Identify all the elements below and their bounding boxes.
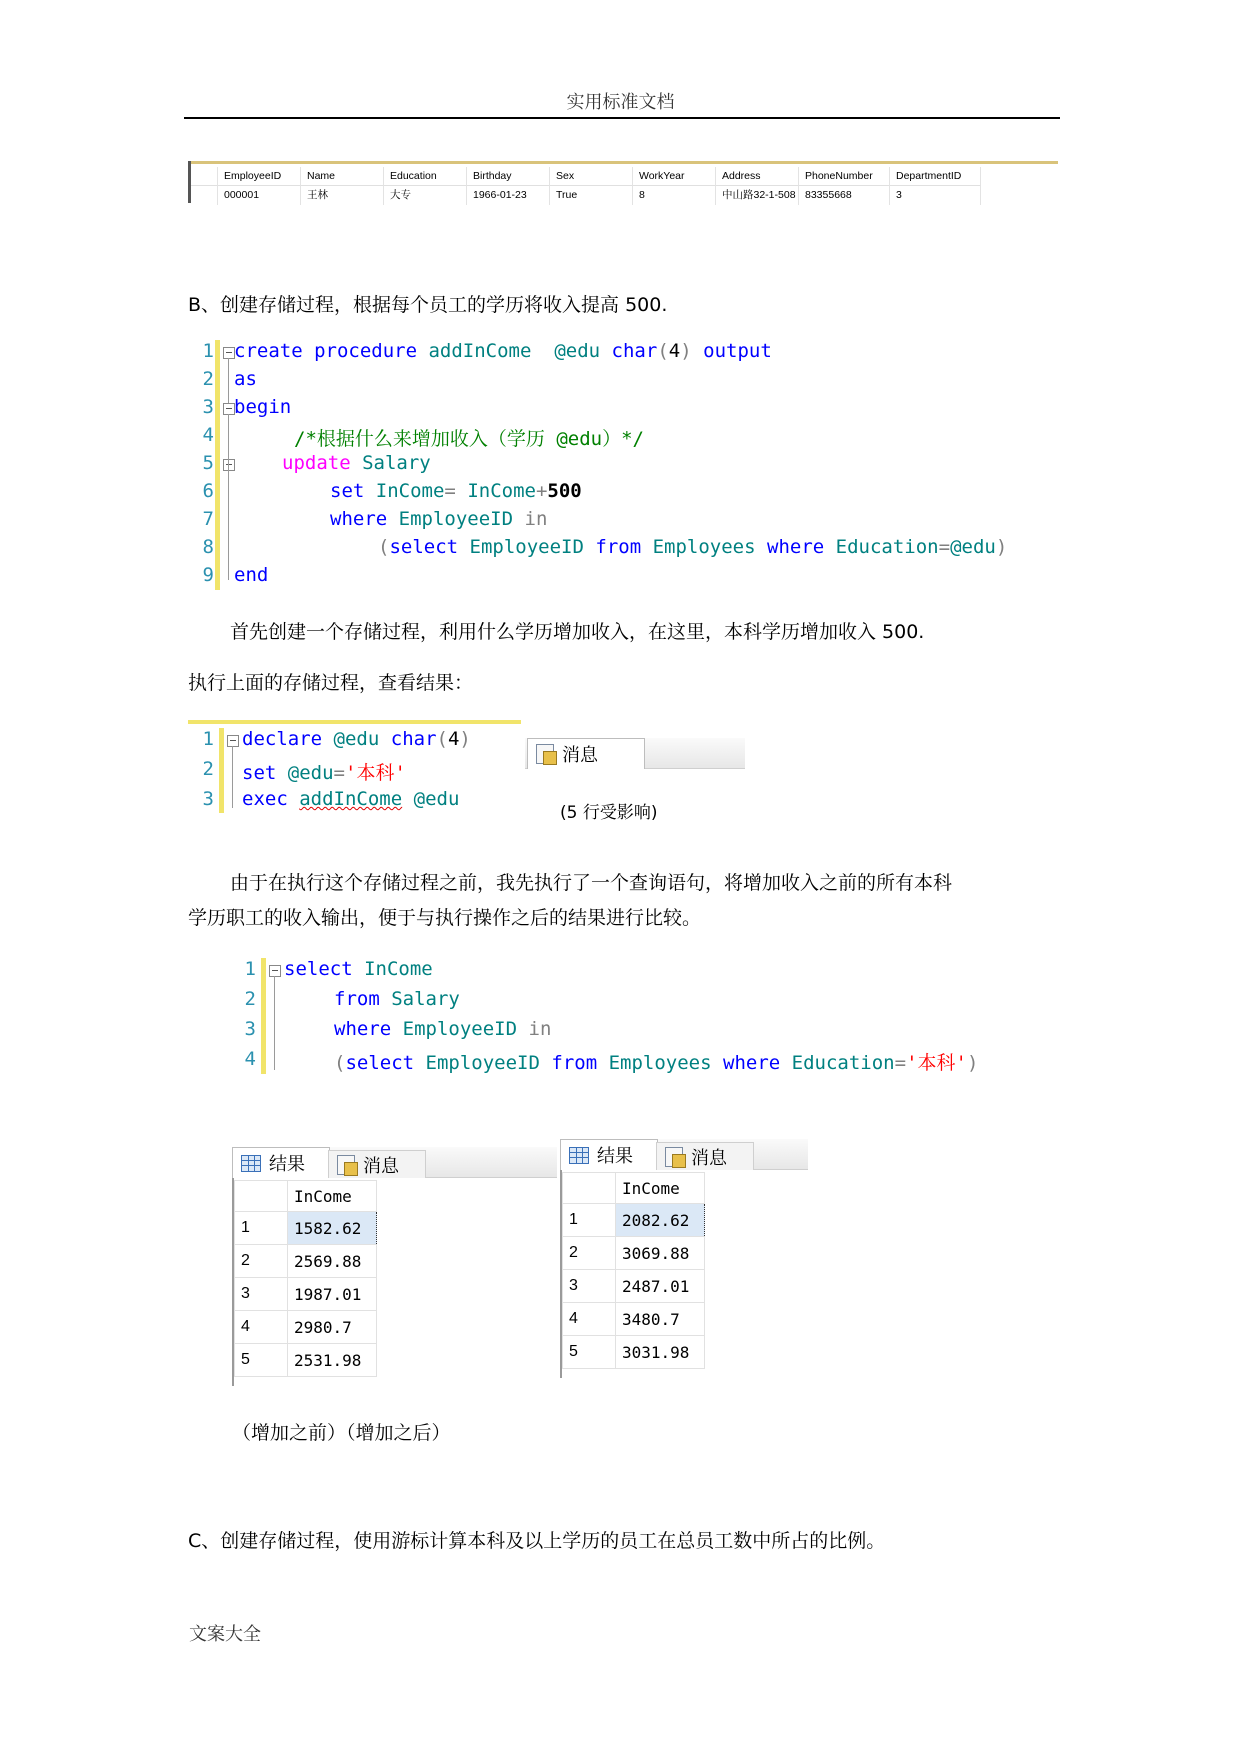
employee-table-row[interactable] [191,186,981,205]
code-keyword: from [551,1052,598,1074]
fold-collapse-icon[interactable] [269,965,281,977]
code-operator: + [535,480,548,502]
code-line-1 [242,728,471,750]
line-number: 1 [244,958,256,980]
row-header-corner [235,1181,288,1212]
tab-label: 结果 [597,1146,633,1167]
tab-results[interactable] [560,1139,658,1170]
messages-tab-bar [525,738,745,769]
tab-label: 结果 [269,1154,305,1175]
line-number: 2 [202,368,214,390]
line-number: 4 [202,424,214,446]
fold-guide-line [232,746,233,808]
code-operator: = [444,480,456,502]
employee-col-header[interactable]: Address [716,167,799,186]
employee-cell[interactable]: 83355668 [799,186,890,205]
table-row[interactable] [563,1237,705,1270]
row-number: 2 [563,1237,616,1270]
tab-messages[interactable] [328,1150,426,1178]
row-number: 1 [563,1204,616,1237]
tab-messages[interactable] [527,738,645,769]
income-cell[interactable]: 2569.88 [288,1245,377,1278]
paragraph-comparison-line2: 学历职工的收入输出，便于与执行操作之后的结果进行比较。 [188,907,702,929]
code-identifier: Employees [652,536,756,558]
code-keyword: select [284,958,353,980]
code-keyword: where [723,1052,781,1074]
code-parameter: @edu [413,788,460,810]
employee-table-header-row [191,167,981,186]
row-number: 3 [563,1270,616,1303]
code-keyword: char [611,340,658,362]
code-identifier: EmployeeID [402,1018,518,1040]
results-grid-icon [569,1147,589,1164]
code-line-5 [282,452,431,474]
results-before-grid [234,1180,377,1377]
code-line-3: begin [234,396,292,418]
code-operator: in [528,1018,552,1040]
header-rule [184,117,1060,119]
code-keyword: where [334,1018,392,1040]
line-number: 9 [202,564,214,586]
code-identifier: EmployeeID [469,536,584,558]
code-line-1 [284,958,433,980]
row-number: 4 [235,1311,288,1344]
code-editor-select [232,958,1062,1078]
code-line-2: as [234,368,257,390]
income-cell[interactable]: 2531.98 [288,1344,377,1377]
row-number: 1 [235,1212,288,1245]
employee-col-header[interactable]: Education [384,167,467,186]
code-identifier: InCome [375,480,445,502]
code-number: 4 [447,728,460,750]
code-keyword: create procedure [234,340,418,362]
rows-affected-message: (5 行受影响) [560,803,658,823]
code-keyword: char [390,728,437,750]
code-line-3 [242,788,459,810]
line-number: 4 [244,1048,256,1070]
employee-cell[interactable]: 王林 [301,186,384,205]
code-keyword: exec [242,788,288,810]
table-row[interactable] [563,1303,705,1336]
section-b-title: B、创建存储过程，根据每个员工的学历将收入提高 500. [188,294,668,316]
code-identifier: EmployeeID [425,1052,540,1074]
code-identifier: Employees [608,1052,712,1074]
code-operator: ( [436,728,448,750]
change-indicator-bar [215,340,220,590]
code-keyword: declare [242,728,323,750]
code-operator: = [333,762,345,784]
results-grid-icon [241,1155,261,1172]
page-header-title: 实用标准文档 [566,92,675,113]
tab-messages[interactable] [656,1142,754,1170]
line-number: 2 [244,988,256,1010]
paragraph-execute: 执行上面的存储过程，查看结果： [188,672,474,694]
code-operator: ) [995,536,1008,558]
line-number: 3 [202,396,214,418]
code-number: 500 [547,480,582,502]
code-line-3 [334,1018,551,1040]
line-number: 1 [202,340,214,362]
code-string: '本科' [345,762,406,784]
code-identifier: Education [835,536,939,558]
results-after-tab-bar [560,1139,808,1170]
code-operator: ( [657,340,669,362]
income-cell[interactable]: 3480.7 [616,1303,705,1336]
table-row[interactable] [563,1204,705,1237]
employee-cell[interactable]: 大专 [384,186,467,205]
tab-label: 消息 [363,1155,399,1177]
table-row[interactable] [563,1270,705,1303]
code-keyword: where [330,508,388,530]
code-identifier: addInCome [299,788,403,810]
row-header-spacer [191,167,218,186]
code-line-7 [330,508,547,530]
table-row[interactable] [235,1311,377,1344]
code-keyword: set [330,480,365,502]
income-cell[interactable]: 1582.62 [288,1212,377,1245]
income-cell[interactable]: 2082.62 [616,1204,705,1237]
line-number: 7 [202,508,214,530]
income-cell[interactable]: 3031.98 [616,1336,705,1369]
code-line-2 [334,988,460,1010]
code-operator: ( [334,1052,346,1074]
employee-col-header[interactable]: WorkYear [633,167,716,186]
line-number: 3 [202,788,214,810]
employee-col-header[interactable]: DepartmentID [890,167,981,186]
code-identifier: Education [791,1052,895,1074]
code-identifier: InCome [467,480,536,502]
code-keyword: update [282,452,351,474]
messages-icon [665,1147,683,1167]
income-cell[interactable]: 2487.01 [616,1270,705,1303]
table-row[interactable] [235,1245,377,1278]
page-footer-text: 文案大全 [189,1624,261,1645]
results-header-row [235,1181,377,1212]
line-number: 6 [202,480,214,502]
column-header-income[interactable]: InCome [288,1181,377,1212]
tab-label: 消息 [562,745,598,766]
fold-guide-line [274,976,275,1070]
messages-icon [337,1155,355,1175]
employee-col-header[interactable]: PhoneNumber [799,167,890,186]
change-indicator-bar [219,728,224,813]
employee-col-header[interactable]: Name [301,167,384,186]
results-header-row [563,1173,705,1204]
results-before-tab-bar [232,1147,557,1178]
code-keyword: where [767,536,825,558]
code-keyword: output [703,340,772,362]
code-parameter: @edu [287,762,334,784]
code-parameter: @edu [950,536,996,558]
line-number: 5 [202,452,214,474]
code-editor-exec [190,728,510,818]
code-line-1 [234,340,772,362]
results-caption: （增加之前）（增加之后） [232,1422,451,1444]
employee-cell[interactable]: 1966-01-23 [467,186,550,205]
income-cell[interactable]: 1987.01 [288,1278,377,1311]
employee-cell[interactable]: 中山路32-1-508 [716,186,799,205]
line-number: 3 [244,1018,256,1040]
code-identifier: EmployeeID [398,508,514,530]
line-number: 8 [202,536,214,558]
employee-col-header[interactable]: EmployeeID [218,167,301,186]
table-row[interactable] [235,1344,377,1377]
employee-table [188,161,1058,203]
code-identifier: InCome [364,958,433,980]
code-keyword: from [595,536,642,558]
code-identifier: Salary [362,452,431,474]
code-keyword: select [345,1052,415,1074]
code-number: 4 [668,340,681,362]
employee-cell[interactable]: 000001 [218,186,301,205]
code-parameter: @edu [333,728,380,750]
code-line-8 [378,536,1007,558]
code-keyword: select [389,536,459,558]
employee-cell[interactable]: 3 [890,186,981,205]
column-header-income[interactable]: InCome [616,1173,705,1204]
row-header-spacer [191,186,218,205]
code-identifier: Salary [391,988,460,1010]
code-line-2 [242,758,406,785]
line-number: 1 [202,728,214,750]
table-row[interactable] [563,1336,705,1369]
income-cell[interactable]: 3069.88 [616,1237,705,1270]
messages-icon [536,744,554,764]
editor-top-bar [188,720,521,724]
code-string: '本科' [906,1052,967,1074]
row-header-corner [563,1173,616,1204]
code-editor-create-procedure [190,340,1060,600]
fold-collapse-icon[interactable] [223,459,235,471]
row-number: 3 [235,1278,288,1311]
employee-col-header[interactable]: Sex [550,167,633,186]
code-parameter: @edu [554,340,601,362]
table-row[interactable] [235,1212,377,1245]
code-line-4 [334,1048,978,1075]
paragraph-explanation: 首先创建一个存储过程，利用什么学历增加收入，在这里，本科学历增加收入 500. [230,621,925,643]
table-row[interactable] [235,1278,377,1311]
code-keyword: from [334,988,380,1010]
tab-results[interactable] [232,1147,330,1178]
employee-cell[interactable]: 8 [633,186,716,205]
row-number: 4 [563,1303,616,1336]
code-operator: in [524,508,548,530]
code-operator: ( [378,536,390,558]
results-after-grid [562,1172,705,1369]
code-operator: ) [680,340,692,362]
change-indicator-bar [261,958,266,1074]
code-line-6 [330,480,582,502]
code-line-4-comment: /*根据什么来增加收入（学历 @edu）*/ [294,428,644,450]
employee-col-header[interactable]: Birthday [467,167,550,186]
row-number: 2 [235,1245,288,1278]
row-number: 5 [235,1344,288,1377]
code-identifier: addInCome [428,340,532,362]
code-operator: = [894,1052,907,1074]
tab-label: 消息 [691,1147,727,1169]
code-keyword: set [242,762,277,784]
fold-guide-line [228,358,229,403]
employee-cell[interactable]: True [550,186,633,205]
code-operator: ) [459,728,471,750]
income-cell[interactable]: 2980.7 [288,1311,377,1344]
code-operator: = [938,536,951,558]
fold-collapse-icon[interactable] [227,735,239,747]
fold-guide-line [228,414,229,580]
code-line-9: end [234,564,269,586]
paragraph-comparison-line1: 由于在执行这个存储过程之前，我先执行了一个查询语句，将增加收入之前的所有本科 [230,872,953,894]
code-operator: ) [966,1052,979,1074]
row-number: 5 [563,1336,616,1369]
line-number: 2 [202,758,214,780]
section-c-title: C、创建存储过程，使用游标计算本科及以上学历的员工在总员工数中所占的比例。 [188,1530,886,1552]
